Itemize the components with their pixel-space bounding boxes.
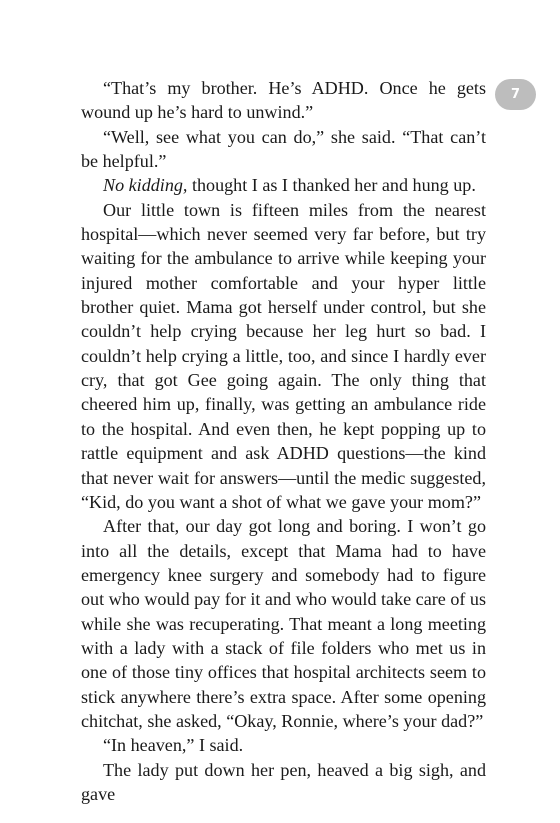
paragraph: After that, our day got long and boring. I won’t go into all the details, except that Mama had to have emergency knee surgery and somebody had to figure out who would pay for it and who would take care of us while she was recuperating. That meant a long meeting with a lady with a stack of file folders who met us in one of those tiny offices that hospital architects seem to stick anywhere there’s extra space. After some opening chitchat, she asked, “Okay, Ronnie, where’s your dad?” — [81, 516, 487, 731]
paragraph: “Well, see what you can do,” she said. “That can’t be helpful.” — [81, 126, 486, 172]
paragraph: “In heaven,” I said. — [103, 735, 244, 756]
paragraph: The lady put down her pen, heaved a big sigh, and gave — [81, 759, 486, 804]
paragraph: Our little town is fifteen miles from the nearest hospital—which never seemed very far before, but try waiting for the ambulance to arrive while keeping your injured mother comfortable and your hyper little brother quiet. Mama got herself under control, but she couldn’t help crying because her leg hurt so bad. I couldn’t help crying a little, too, and since I hardly ever cry, that got Gee going again. The only thing that cheered him up, finally, was getting an ambulance ride to the hospital. And even then, he kept popping up to rattle equipment and ask ADHD questions—the kind that never wait for answers—until the medic suggested, “Kid, do you want a shot of what we gave your mom?” — [81, 199, 486, 512]
italic-phrase: No kidding, — [103, 175, 188, 196]
paragraph — [81, 173, 486, 197]
paragraph: “That’s my brother. He’s ADHD. Once he gets wound up he’s hard to unwind.” — [81, 78, 486, 123]
paragraph-text: thought I as I thanked her and hung up. — [187, 175, 476, 196]
page-number-badge: 7 — [495, 79, 536, 110]
body-text — [81, 76, 486, 806]
